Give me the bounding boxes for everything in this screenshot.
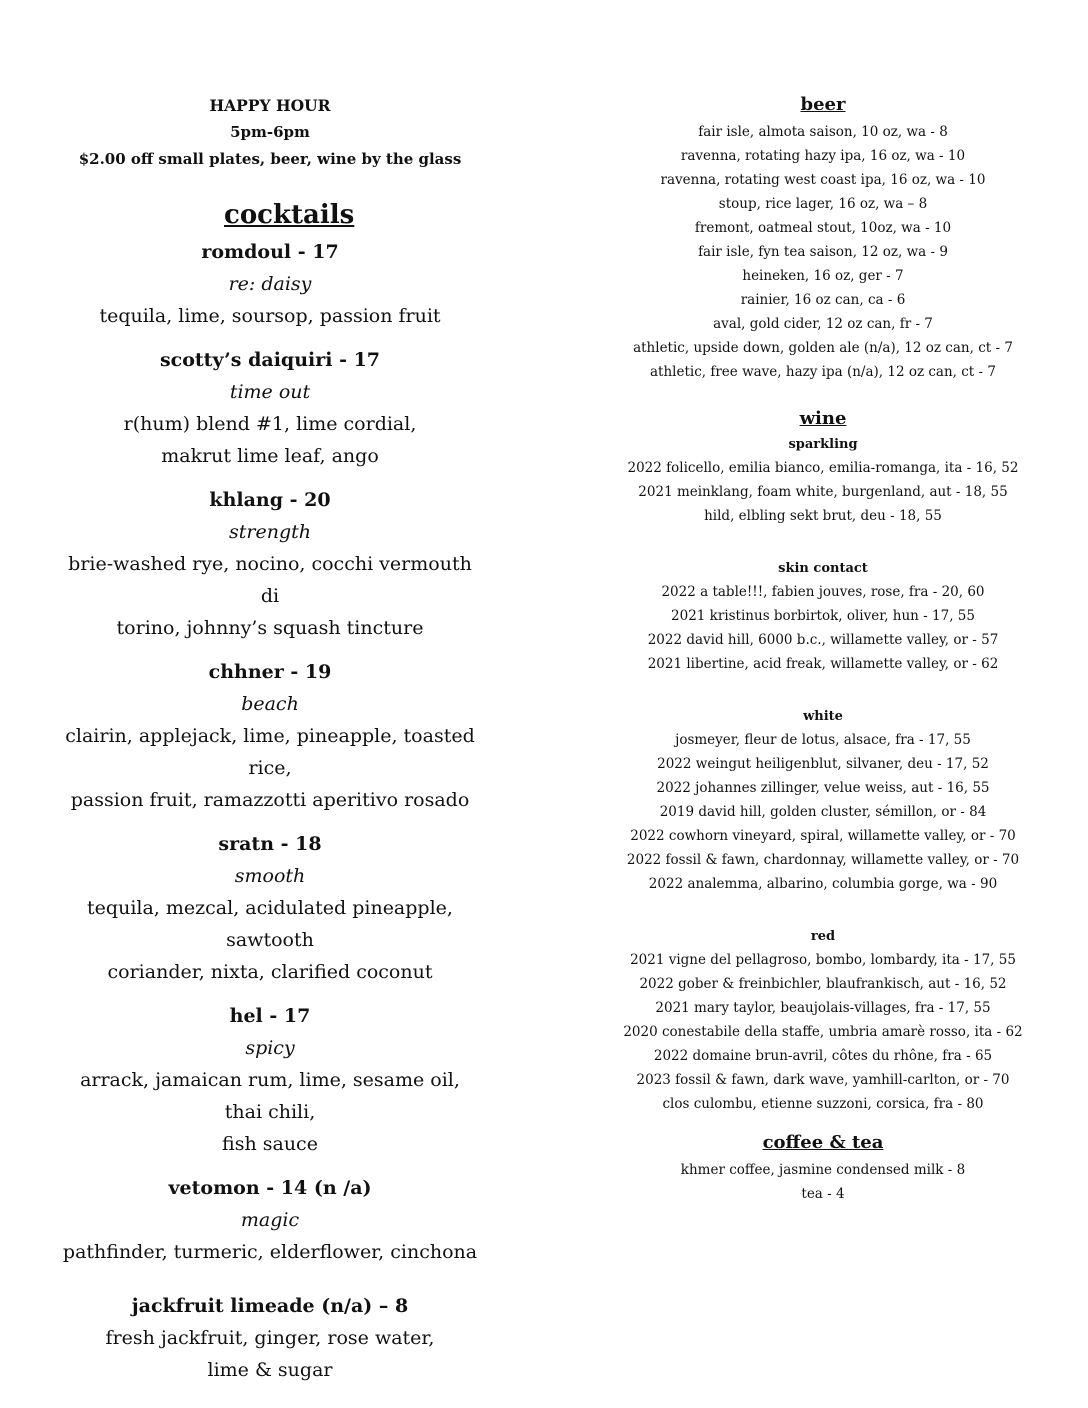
cocktail-ingredients: clairin, applejack, lime, pineapple, toasted rice,: [65, 725, 475, 779]
cocktail-item: [60, 828, 480, 988]
wine-item: 2019 david hill, golden cluster, sémillon, or - 84: [659, 804, 987, 820]
wine-item: 2020 conestabile della staffe, umbria amarè rosso, ita - 62: [623, 1024, 1023, 1040]
wine-item: clos culombu, etienne suzzoni, corsica, fra - 80: [662, 1096, 984, 1112]
beer-item: fremont, oatmeal stout, 10oz, wa - 10: [694, 220, 952, 236]
cocktail-item: [60, 484, 480, 644]
cocktail-list: [60, 236, 480, 1398]
wine-section: [598, 404, 1048, 1116]
cocktail-ingredients: arrack, jamaican rum, lime, sesame oil, thai chili,: [80, 1069, 460, 1123]
happy-hour-time: 5pm-6pm: [230, 123, 310, 141]
cocktail-ingredients: pathfinder, turmeric, elderflower, cinchona: [62, 1241, 478, 1263]
beer-item: ravenna, rotating hazy ipa, 16 oz, wa - 10: [680, 148, 966, 164]
cocktail-ingredients: r(hum) blend #1, lime cordial,: [123, 413, 417, 435]
cocktail-ingredients: fish sauce: [222, 1133, 318, 1155]
wine-item: 2022 fossil & fawn, chardonnay, willamette valley, or - 70: [626, 852, 1020, 868]
cocktail-ingredients: makrut lime leaf, ango: [161, 445, 379, 467]
happy-hour-deal: $2.00 off small plates, beer, wine by the glass: [78, 150, 462, 168]
white-heading: white: [803, 709, 843, 724]
beer-item: heineken, 16 oz, ger - 7: [742, 268, 904, 284]
cocktail-name: sratn - 18: [218, 833, 322, 855]
wine-item: 2021 mary taylor, beaujolais-villages, fra - 17, 55: [655, 1000, 991, 1016]
cocktail-item: [60, 656, 480, 816]
wine-item: 2022 cowhorn vineyard, spiral, willamette valley, or - 70: [630, 828, 1016, 844]
happy-hour-block: [60, 92, 480, 173]
cocktail-name: jackfruit limeade (n/a) – 8: [131, 1295, 409, 1317]
cocktail-subtitle: re: daisy: [228, 273, 312, 295]
happy-hour-title: HAPPY HOUR: [209, 96, 331, 115]
beer-item: fair isle, almota saison, 10 oz, wa - 8: [698, 124, 948, 140]
wine-item: 2023 fossil & fawn, dark wave, yamhill-carlton, or - 70: [636, 1072, 1010, 1088]
cocktail-name: chhner - 19: [208, 661, 332, 683]
beer-heading: beer: [800, 94, 846, 115]
cocktail-subtitle: magic: [240, 1209, 300, 1231]
wine-item: hild, elbling sekt brut, deu - 18, 55: [704, 508, 942, 524]
cocktail-name: hel - 17: [229, 1005, 311, 1027]
beer-item: ravenna, rotating west coast ipa, 16 oz, wa - 10: [660, 172, 986, 188]
cocktail-ingredients: passion fruit, ramazzotti aperitivo rosado: [70, 789, 470, 811]
coffee-tea-section: [598, 1128, 1048, 1206]
cocktail-ingredients: tequila, mezcal, acidulated pineapple, sawtooth: [87, 897, 453, 951]
beer-section: [598, 90, 1048, 384]
skin-contact-heading: skin contact: [778, 561, 868, 576]
wine-item: 2022 analemma, albarino, columbia gorge, wa - 90: [648, 876, 998, 892]
coffee-tea-heading: coffee & tea: [762, 1132, 884, 1153]
cocktail-item: [60, 1000, 480, 1160]
wine-item: 2022 folicello, emilia bianco, emilia-romanga, ita - 16, 52: [627, 460, 1019, 476]
cocktail-item: [60, 344, 480, 472]
cocktail-name: scotty’s daiquiri - 17: [159, 349, 381, 371]
cocktail-ingredients: tequila, lime, soursop, passion fruit: [99, 305, 441, 327]
cocktail-item: [60, 236, 480, 332]
coffee-tea-item: khmer coffee, jasmine condensed milk - 8: [680, 1162, 966, 1178]
beer-item: fair isle, fyn tea saison, 12 oz, wa - 9: [698, 244, 948, 260]
beer-item: athletic, free wave, hazy ipa (n/a), 12 oz can, ct - 7: [650, 364, 996, 380]
cocktail-item: [60, 1172, 480, 1268]
wine-item: 2021 kristinus borbirtok, oliver, hun - 17, 55: [671, 608, 975, 624]
wine-item: josmeyer, fleur de lotus, alsace, fra - 17, 55: [675, 732, 971, 748]
cocktail-name: romdoul - 17: [201, 241, 339, 263]
wine-item: 2021 meinklang, foam white, burgenland, aut - 18, 55: [638, 484, 1008, 500]
cocktail-item: [60, 1290, 480, 1386]
wine-item: 2022 johannes zillinger, velue weiss, aut - 16, 55: [656, 780, 990, 796]
cocktail-name: vetomon - 14 (n /a): [168, 1177, 372, 1199]
wine-item: 2022 domaine brun-avril, côtes du rhône, fra - 65: [653, 1048, 993, 1064]
wine-item: 2022 a table!!!, fabien jouves, rose, fra - 20, 60: [661, 584, 985, 600]
right-column: [598, 90, 1048, 1206]
wine-item: 2022 weingut heiligenblut, silvaner, deu - 17, 52: [657, 756, 989, 772]
wine-item: 2021 libertine, acid freak, willamette valley, or - 62: [647, 656, 999, 672]
beer-item: athletic, upside down, golden ale (n/a), 12 oz can, ct - 7: [633, 340, 1013, 356]
cocktails-heading: cocktails: [224, 200, 355, 230]
cocktail-subtitle: smooth: [234, 865, 306, 887]
wine-heading: wine: [799, 408, 847, 429]
coffee-tea-item: tea - 4: [801, 1186, 845, 1202]
cocktail-name: khlang - 20: [209, 489, 331, 511]
cocktail-ingredients: torino, johnny’s squash tincture: [116, 617, 424, 639]
sparkling-heading: sparkling: [788, 437, 858, 452]
cocktail-subtitle: strength: [229, 521, 311, 543]
cocktail-subtitle: time out: [229, 381, 311, 403]
cocktail-ingredients: fresh jackfruit, ginger, rose water,: [105, 1327, 435, 1349]
cocktail-subtitle: beach: [241, 693, 299, 715]
red-heading: red: [810, 929, 836, 944]
cocktail-ingredients: lime & sugar: [207, 1359, 333, 1381]
beer-item: stoup, rice lager, 16 oz, wa – 8: [718, 196, 928, 212]
cocktail-subtitle: spicy: [245, 1037, 295, 1059]
wine-item: 2021 vigne del pellagroso, bombo, lombardy, ita - 17, 55: [630, 952, 1016, 968]
cocktail-ingredients: coriander, nixta, clarified coconut: [107, 961, 433, 983]
cocktail-ingredients: brie-washed rye, nocino, cocchi vermouth di: [68, 553, 472, 607]
beer-item: aval, gold cider, 12 oz can, fr - 7: [713, 316, 933, 332]
wine-item: 2022 gober & freinbichler, blaufrankisch, aut - 16, 52: [639, 976, 1007, 992]
left-column: [60, 92, 480, 173]
wine-item: 2022 david hill, 6000 b.c., willamette valley, or - 57: [647, 632, 999, 648]
beer-item: rainier, 16 oz can, ca - 6: [740, 292, 906, 308]
